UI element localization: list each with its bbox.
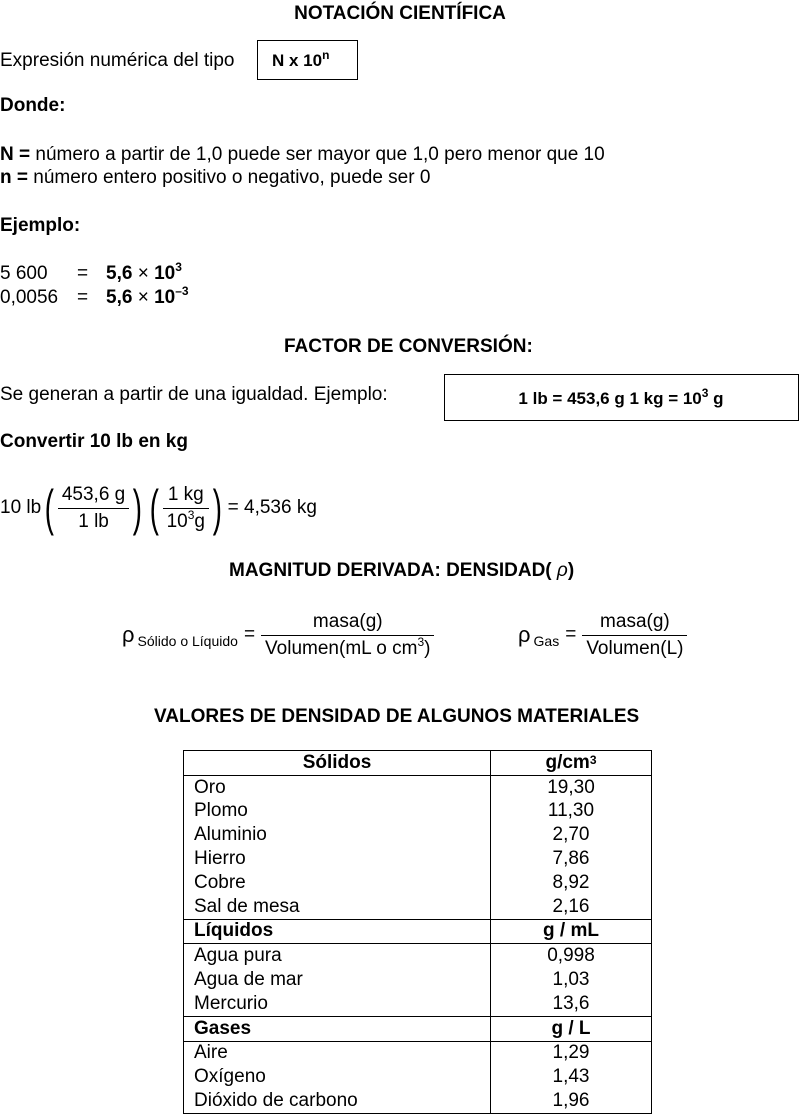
title-notacion: NOTACIÓN CIENTÍFICA bbox=[294, 3, 506, 24]
gases-header-label: Gases bbox=[184, 1016, 491, 1041]
gas-eq: = bbox=[565, 624, 577, 645]
solid-subscript: Sólido o Líquido bbox=[137, 633, 238, 649]
table-row bbox=[184, 1089, 652, 1113]
example-1-left: 5 600 bbox=[0, 263, 48, 284]
material-value: 1,43 bbox=[491, 1065, 652, 1089]
material-name: Sal de mesa bbox=[184, 895, 491, 919]
material-name: Hierro bbox=[184, 847, 491, 871]
example-2-exp: –3 bbox=[175, 284, 189, 298]
solidos-header-unit: $g/cm^3$ bbox=[491, 751, 652, 776]
material-value: 1,03 bbox=[491, 968, 652, 992]
expr-box-base: N x 10 bbox=[272, 51, 323, 70]
material-value: 0,998 bbox=[491, 944, 652, 968]
def-n-lower-text: número entero positivo o negativo, puede ser 0 bbox=[27, 167, 431, 188]
table-row bbox=[184, 1041, 652, 1065]
table-row bbox=[184, 1065, 652, 1089]
material-value: 13,6 bbox=[491, 992, 652, 1016]
def-n-lower-key: n = bbox=[0, 167, 28, 188]
conversion-intro: Se generan a partir de una igualdad. Ejemplo: bbox=[0, 384, 388, 405]
gases-header bbox=[184, 1016, 652, 1041]
example-1-times: × bbox=[137, 263, 149, 284]
donde-label: Donde: bbox=[0, 95, 66, 116]
conversion-box bbox=[444, 374, 799, 421]
gas-fraction bbox=[582, 611, 687, 660]
gas-rho: ρ bbox=[518, 622, 531, 647]
gas-den: Volumen(L) bbox=[582, 635, 687, 660]
def-n-upper bbox=[0, 144, 605, 166]
example-1-mantissa: 5,6 bbox=[106, 263, 133, 284]
table-row bbox=[184, 992, 652, 1016]
material-name: Aire bbox=[184, 1041, 491, 1065]
example-2-times: × bbox=[137, 287, 149, 308]
paren-close-1-icon: ) bbox=[133, 480, 143, 536]
fraction-2-num: 1 kg bbox=[167, 483, 204, 505]
conversion-eq-start: 10 lb bbox=[0, 497, 42, 518]
solidos-header bbox=[184, 751, 652, 776]
density-formula-solid bbox=[122, 606, 434, 664]
material-value: 19,30 bbox=[491, 775, 652, 799]
expr-box-exp: n bbox=[322, 48, 330, 62]
conversion-box-part2: g bbox=[708, 389, 724, 408]
material-name: Agua pura bbox=[184, 944, 491, 968]
title-tabla: VALORES DE DENSIDAD DE ALGUNOS MATERIALES bbox=[154, 706, 640, 727]
solid-fraction bbox=[261, 611, 434, 660]
material-name: Dióxido de carbono bbox=[184, 1089, 491, 1113]
fraction-1-num: 453,6 g bbox=[61, 483, 126, 505]
material-name: Oro bbox=[184, 775, 491, 799]
example-1-right bbox=[106, 260, 182, 285]
conversion-fraction-2 bbox=[163, 484, 209, 533]
table-row bbox=[184, 847, 652, 871]
table-row bbox=[184, 871, 652, 895]
expr-box bbox=[257, 40, 358, 80]
material-value: 2,70 bbox=[491, 823, 652, 847]
conversion-equation bbox=[0, 478, 317, 538]
table-row bbox=[184, 775, 652, 799]
material-name: Agua de mar bbox=[184, 968, 491, 992]
material-value: 2,16 bbox=[491, 895, 652, 919]
solid-num: masa(g) bbox=[312, 610, 383, 632]
example-1-exp: 3 bbox=[175, 260, 182, 274]
material-value: 8,92 bbox=[491, 871, 652, 895]
conversion-fraction-1 bbox=[58, 484, 129, 533]
example-2-right bbox=[106, 284, 189, 309]
solidos-header-label: Sólidos bbox=[184, 751, 491, 776]
liquidos-header-label: Líquidos bbox=[184, 919, 491, 944]
title-densidad-text: MAGNITUD DERIVADA: DENSIDAD( bbox=[229, 560, 552, 581]
table-row bbox=[184, 823, 652, 847]
table-row bbox=[184, 895, 652, 919]
ejemplo-label: Ejemplo: bbox=[0, 215, 81, 236]
material-name: Cobre bbox=[184, 871, 491, 895]
def-n-upper-key: N = bbox=[0, 144, 31, 165]
example-2-base: 10 bbox=[154, 287, 176, 308]
title-densidad bbox=[229, 560, 574, 582]
example-2-left: 0,0056 bbox=[0, 287, 59, 308]
material-value: 1,96 bbox=[491, 1089, 652, 1113]
density-table bbox=[183, 750, 652, 1114]
solid-eq: = bbox=[243, 624, 256, 645]
density-formula-gas bbox=[518, 606, 687, 664]
material-name: Oxígeno bbox=[184, 1065, 491, 1089]
convertir-label: Convertir 10 lb en kg bbox=[0, 431, 188, 452]
def-n-upper-text: número a partir de 1,0 puede ser mayor que 1,0 pero menor que 10 bbox=[30, 144, 605, 165]
rho-symbol: ρ bbox=[556, 560, 568, 581]
material-value: 1,29 bbox=[491, 1041, 652, 1065]
conversion-eq-result: = 4,536 kg bbox=[227, 497, 317, 518]
example-2-mantissa: 5,6 bbox=[106, 287, 133, 308]
table-row bbox=[184, 968, 652, 992]
title-conversion: FACTOR DE CONVERSIÓN: bbox=[284, 336, 533, 357]
solid-rho: ρ bbox=[122, 622, 135, 647]
solid-den: Volumen(mL o $cm^3$) bbox=[261, 635, 434, 660]
example-1-base: 10 bbox=[154, 263, 176, 284]
liquidos-header-unit: g / mL bbox=[491, 919, 652, 944]
material-name: Plomo bbox=[184, 800, 491, 824]
table-row bbox=[184, 800, 652, 824]
material-name: Mercurio bbox=[184, 992, 491, 1016]
gas-num: masa(g) bbox=[600, 610, 670, 632]
conversion-box-part1: 1 lb = 453,6 g 1 kg = 10 bbox=[518, 389, 702, 408]
material-value: 7,86 bbox=[491, 847, 652, 871]
def-n-lower bbox=[0, 167, 430, 189]
paren-close-2-icon: ) bbox=[212, 480, 222, 536]
table-row bbox=[184, 944, 652, 968]
paren-open-1-icon: ( bbox=[44, 480, 55, 536]
expr-label: Expresión numérica del tipo bbox=[0, 50, 235, 71]
gases-header-unit: g / L bbox=[491, 1016, 652, 1041]
liquidos-header bbox=[184, 919, 652, 944]
title-densidad-end: ) bbox=[567, 560, 575, 581]
material-name: Aluminio bbox=[184, 823, 491, 847]
gas-subscript: Gas bbox=[533, 633, 560, 649]
fraction-2-den: $10^3g$ bbox=[163, 508, 209, 533]
example-1-eq: = bbox=[77, 263, 89, 284]
paren-open-2-icon: ( bbox=[149, 480, 159, 536]
fraction-1-den: 1 lb bbox=[58, 508, 129, 533]
material-value: 11,30 bbox=[491, 800, 652, 824]
example-2-eq: = bbox=[77, 287, 89, 308]
conversion-box-exp: 3 bbox=[701, 386, 709, 400]
